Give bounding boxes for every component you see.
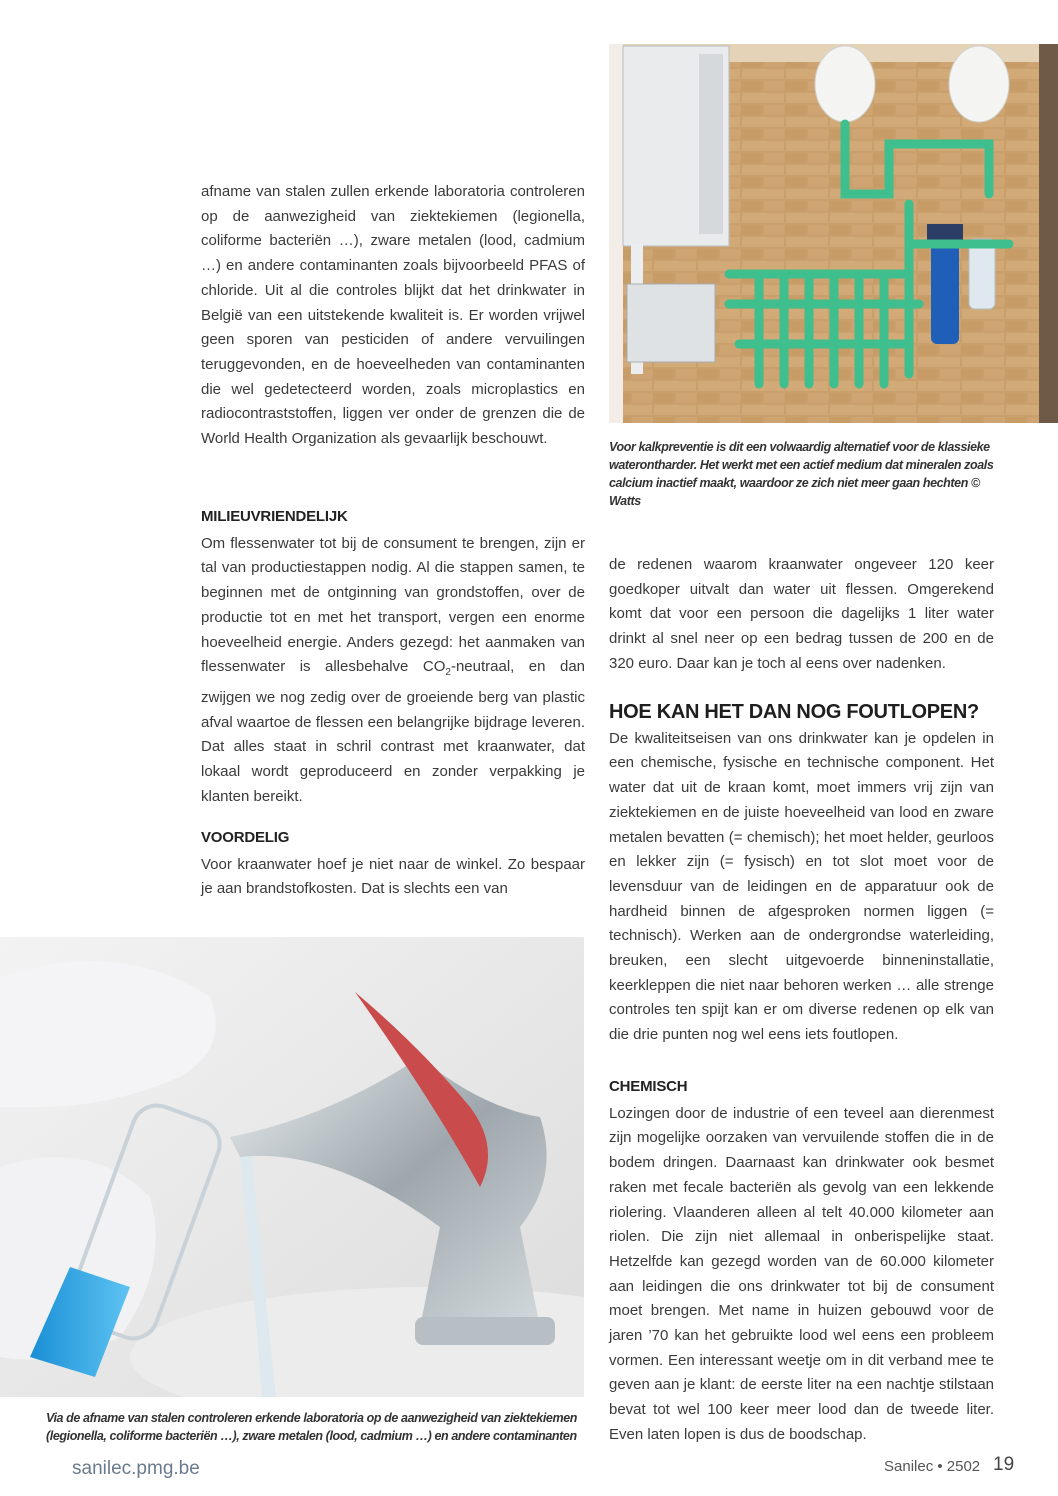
- chemisch-paragraph: Lozingen door de industrie of een teveel aan dierenmest zijn mogelijke oorzaken van vervuilende stoffen die in de bodem dringen. Daarnaast kan drinkwater ook besmet raken met fecale bacteriën als gevolg van een lekkende riolering. Vlaanderen alleen al telt 40.000 kilometer aan riolen. Die zijn niet allemaal in onberispelijke staat. Hetzelfde kan gezegd worden van de 60.000 kilometer aan leidingen die ons drinkwater tot bij de consument moet brengen. Met name in huizen gebouwd voor de jaren ’70 kan het gebruikte lood wel eens een probleem vormen. Een interessant weetje om in dit verband mee te geven aan je klant: de eerste liter na een nachtje stilstaan bevat tot wel 100 keer meer lood dan de tweede liter. Even laten lopen is dus de boodschap.: [609, 1104, 994, 1443]
- co2-subscript: 2: [445, 667, 451, 679]
- foutlopen-paragraph: De kwaliteitseisen van ons drinkwater kan je opdelen in een chemische, fysische en technische component. Het water dat uit de kraan komt, moet immers vrij zijn van ziektekiemen en de juiste hoeveelheid van lood en zware metalen bevatten (= chemisch); het moet helder, geurloos en lekker zijn (= fysisch) en tot slot moet voor de levensduur van de leidingen en de apparatuur ook de hardheid binnen de afgesproken normen liggen (= technisch). Werken aan de ondergrondse waterleiding, breuken, een slecht uitgevoerde binneninstallatie, keerkleppen die niet naar behoren werken … alle strenge controles ten spijt kan er om diverse redenen op elk van die drie punten nog wel eens iets foutlopen.: [609, 729, 994, 1044]
- chemisch-section: [609, 1075, 994, 1448]
- right-text-column: [609, 553, 994, 677]
- page-number: 19: [993, 1454, 1015, 1475]
- water-installation-photo: [609, 44, 1058, 423]
- voordelig-heading: VOORDELIG: [201, 829, 290, 846]
- continuation-paragraph: de redenen waarom kraanwater ongeveer 120 keer goedkoper uitvalt dan water uit flessen. Omgerekend komt dat voor een persoon die dagelijks 1 liter water drinkt al snel neer op een bedrag tussen de 200 en de 320 euro. Daar kan je toch al eens over nadenken.: [609, 556, 994, 672]
- foutlopen-heading: HOE KAN HET DAN NOG FOUTLOPEN?: [609, 701, 979, 723]
- milieuvriendelijk-heading: MILIEUVRIENDELIJK: [201, 508, 348, 525]
- issue-label: Sanilec • 2502: [884, 1458, 981, 1475]
- intro-paragraph: afname van stalen zullen erkende laboratoria controleren op de aanwezigheid van ziektekiemen (legionella, coliforme bacteriën …), zware metalen (lood, cadmium …) en andere contaminanten zoals bijvoorbeeld PFAS of chloride. Uit al die controles blijkt dat het drinkwater in België van een uitstekende kwaliteit is. Er worden vrijwel geen sporen van pesticiden of andere vervuilingen teruggevonden, en de hoeveelheden van contaminanten die wel gedetecteerd worden, zoals microplastics en radiocontraststoffen, liggen ver onder de grenzen die de World Health Organization als gevaarlijk beschouwt.: [201, 183, 585, 448]
- chemisch-heading: CHEMISCH: [609, 1078, 688, 1095]
- voordelig-paragraph: Voor kraanwater hoef je niet naar de winkel. Zo bespaar je aan brandstofkosten. Dat is slechts een van: [201, 855, 585, 898]
- bottom-photo-caption: Via de afname van stalen controleren erkende laboratoria op de aanwezigheid van ziektekiemen (legionella, coliforme bacteriën …), zware metalen (lood, cadmium …) en andere contaminanten: [46, 1411, 577, 1443]
- milieu-section: [201, 505, 585, 809]
- website-footer-link[interactable]: sanilec.pmg.be: [72, 1458, 200, 1479]
- foutlopen-section: [609, 700, 994, 1048]
- milieu-paragraph: Om flessenwater tot bij de consument te brengen, zijn er tal van productiestappen nodig. Al die stappen samen, te beginnen met de ontginning van grondstoffen, over de productie tot en met het transport, vergen een enorme hoeveelheid energie. Anders gezegd: het aanmaken van flessenwater is allesbehalve $CO_2$-neutraal, en dan zwijgen we nog zedig over de groeiende berg van plastic afval waartoe de flessen een belangrijke bijdrage leveren. Dat alles staat in schril contrast met kraanwater, dat lokaal wordt geproduceerd en zonder verpakking je klanten bereikt.: [201, 534, 585, 805]
- left-text-column: [201, 180, 585, 452]
- top-photo-caption: Voor kalkpreventie is dit een volwaardig alternatief voor de klassieke waterontharder. Het werkt met een actief medium dat mineralen zoals calcium inactief maakt, waardoor ze zich niet meer gaan hechten © Watts: [609, 440, 994, 508]
- tap-water-sample-photo: [0, 937, 584, 1397]
- voordelig-section: [201, 826, 585, 902]
